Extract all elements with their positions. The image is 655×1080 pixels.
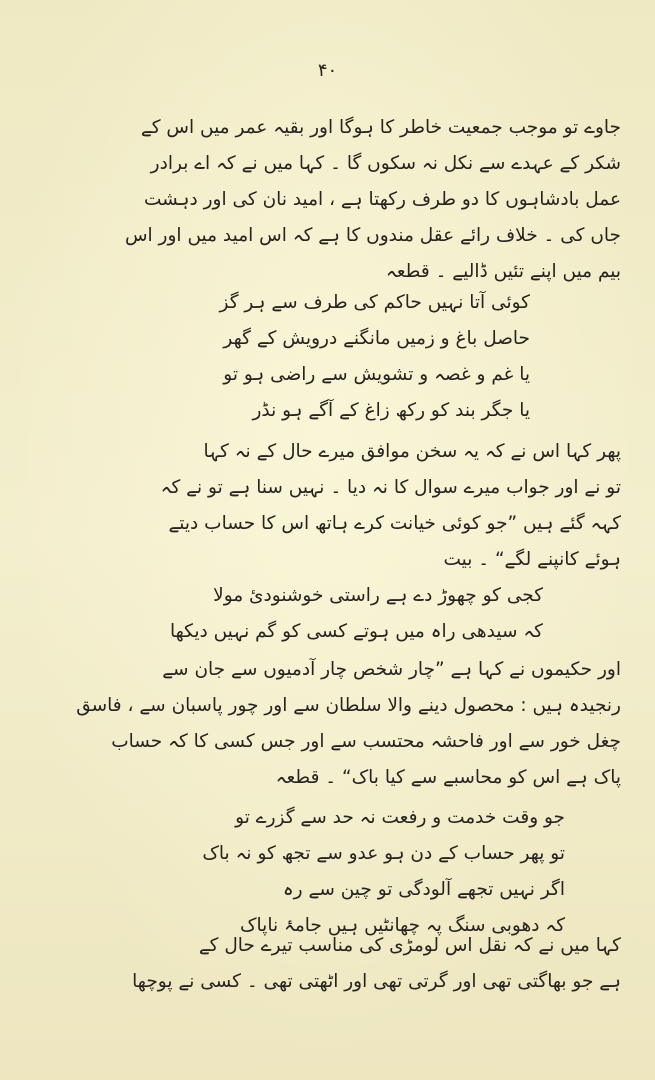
text-line: جاں کی ۔ خلاف رائے عقل مندوں کا ہے کہ اس امید میں اور اس — [124, 225, 621, 246]
text-line: کہا میں نے کہ نقل اس لومڑی کی مناسب تیرے حال کے — [198, 935, 621, 956]
text-line: بیم میں اپنے تئیں ڈالیے ۔ قطعہ — [385, 261, 621, 282]
qita-2-verse — [110, 800, 565, 944]
verse-line: یا غم و غصہ و تشویش سے راضی ہو تو — [223, 364, 530, 385]
paragraph-1 — [36, 110, 621, 290]
verse-line: جو وقت خدمت و رفعت نہ حد سے گزرے تو — [235, 807, 565, 828]
text-line: چغل خور سے اور فاحشہ محتسب سے اور جس کسی کا کہ حساب — [111, 731, 621, 752]
paragraph-3 — [36, 652, 621, 796]
text-line: شکر کے عہدے سے نکل نہ سکوں گا ۔ کہا میں نے کہ اے برادر — [150, 153, 621, 174]
text-line: تو نے اور جواب میرے سوال کا نہ دیا ۔ نہیں سنا ہے تو نے کہ — [160, 477, 621, 498]
text-line: ہوئے کانپنے لگے“ ۔ بیت — [443, 549, 621, 570]
text-line: اور حکیموں نے کہا ہے ”چار شخص چار آدمیوں سے جان سے — [162, 659, 621, 680]
verse-line: حاصل باغ و زمیں مانگنے درویش کے گھر — [223, 328, 530, 349]
paragraph-4 — [36, 928, 621, 1000]
verse-line: کہ سیدھی راہ میں ہوتے کسی کو گم نہیں دیکھا — [169, 621, 543, 642]
text-line: پھر کہا اس نے کہ یہ سخن موافق میرے حال کے نہ کہا — [203, 441, 621, 462]
text-line: رنجیدہ ہیں : محصول دینے والا سلطان سے اور چور پاسبان سے ، فاسق — [76, 695, 621, 716]
verse-line: یا جگر بند کو رکھ زاغ کے آگے ہو نڈر — [252, 400, 530, 421]
page-number: ۴۰ — [317, 60, 338, 81]
paragraph-2 — [36, 434, 621, 578]
text-line: پاک ہے اس کو محاسبے سے کیا باک“ ۔ قطعہ — [275, 767, 621, 788]
verse-line: کہ دھوبی سنگ پہ چھانٹیں ہیں جامۂ ناپاک — [239, 915, 565, 936]
verse-line: کجی کو چھوڑ دے ہے راستی خوشنودیٔ مولا — [213, 585, 543, 606]
text-line: کہہ گئے ہیں ”جو کوئی خیانت کرے ہاتھ اس کا حساب دیتے — [168, 513, 621, 534]
qita-1-verse — [110, 285, 530, 429]
bait-verse — [103, 578, 543, 650]
verse-line: کوئی آتا نہیں حاکم کی طرف سے ہر گز — [219, 292, 530, 313]
text-line: ہے جو بھاگتی تھی اور گرتی تھی اور اٹھتی تھی ۔ کسی نے پوچھا — [132, 971, 621, 992]
verse-line: تو پھر حساب کے دن ہو عدو سے تجھ کو نہ باک — [202, 843, 565, 864]
text-line: جاوے تو موجب جمعیت خاطر کا ہوگا اور بقیہ عمر میں اس کے — [140, 117, 621, 138]
text-line: عمل بادشاہوں کا دو طرف رکھتا ہے ، امید نان کی اور دہشت — [143, 189, 621, 210]
verse-line: اگر نہیں تجھے آلودگی تو چین سے رہ — [282, 879, 565, 900]
